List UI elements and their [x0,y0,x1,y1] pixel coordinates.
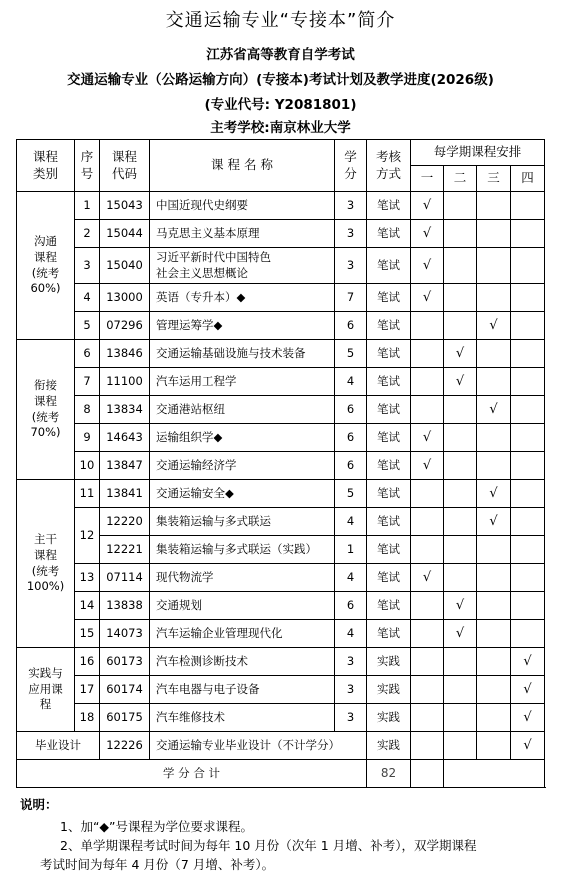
seq-cell: 18 [75,704,100,732]
credit-cell: 1 [335,536,367,564]
total-label: 学 分 合 计 [17,760,367,788]
note-2: 2、单学期课程考试时间为每年 10 月份（次年 1 月增、补考），双学期课程 [60,838,477,853]
course-name-cell: 汽车电器与电子设备 [150,676,335,704]
term-1-cell: √ [411,248,444,284]
seq-cell: 7 [75,368,100,396]
exam-cell: 笔试 [367,452,411,480]
term-1-cell [411,676,444,704]
term-3-cell [477,732,511,760]
exam-cell: 笔试 [367,368,411,396]
term-3-cell [477,620,511,648]
code-cell: 13838 [100,592,150,620]
course-name-cell: 交通运输专业毕业设计（不计学分） [150,732,367,760]
blank-cell [444,760,545,788]
credit-cell: 3 [335,648,367,676]
term-2-cell [444,220,477,248]
table-row [17,648,545,676]
course-name-cell: 交通运输安全◆ [150,480,335,508]
term-3-cell [477,676,511,704]
term-2-cell [444,732,477,760]
term-1-cell: √ [411,424,444,452]
course-name-cell: 马克思主义基本原理 [150,220,335,248]
category-label [17,648,75,732]
header-term-3: 三 [477,166,511,192]
category-label-line: (统考 [31,265,60,280]
category-label-line: (统考 [31,563,60,578]
seq-cell: 2 [75,220,100,248]
term-1-cell [411,704,444,732]
credit-cell: 3 [335,192,367,220]
term-2-cell [444,480,477,508]
credit-cell: 4 [335,620,367,648]
header-exam-line2: 方式 [375,165,401,181]
course-name-cell: 交通规划 [150,592,335,620]
note-2-continued: 考试时间为每年 4 月份（7 月增、补考）。 [40,857,275,872]
category-label-line: 衔接 [34,378,57,393]
term-4-cell [511,220,545,248]
term-1-cell: √ [411,452,444,480]
header-term-4: 四 [511,166,545,192]
term-2-cell: √ [444,620,477,648]
course-plan-table [16,139,545,788]
table-row [17,676,545,704]
header-seq [75,140,100,192]
table-row [17,220,545,248]
category-label-line: 沟通 [34,234,57,249]
exam-cell: 实践 [367,732,411,760]
table-row [17,248,545,284]
term-3-cell: √ [477,312,511,340]
credit-cell: 6 [335,396,367,424]
term-2-cell: √ [444,340,477,368]
code-cell: 12220 [100,508,150,536]
code-cell: 60173 [100,648,150,676]
thesis-row [17,732,545,760]
category-label-line: 课程 [34,547,57,562]
table-row [17,508,545,536]
seq-cell: 11 [75,480,100,508]
credit-cell: 3 [335,676,367,704]
term-3-cell [477,220,511,248]
term-1-cell [411,620,444,648]
category-label [17,340,75,480]
term-3-cell [477,648,511,676]
credit-cell: 5 [335,480,367,508]
course-name-cell: 现代物流学 [150,564,335,592]
category-label-line: 实践与 [28,666,63,681]
exam-cell: 笔试 [367,424,411,452]
term-4-cell [511,340,545,368]
course-name-cell [150,248,335,284]
major-code: (专业代号: Y2081801) [204,97,357,113]
thesis-label: 毕业设计 [17,732,100,760]
header-exam-line1: 考核 [375,148,401,164]
term-2-cell [444,452,477,480]
seq-cell: 3 [75,248,100,284]
term-2-cell [444,424,477,452]
exam-cell: 笔试 [367,340,411,368]
term-3-cell [477,248,511,284]
term-4-cell [511,192,545,220]
term-3-cell [477,564,511,592]
term-2-cell [444,676,477,704]
seq-cell: 15 [75,620,100,648]
course-name-cell: 汽车运用工程学 [150,368,335,396]
term-1-cell [411,480,444,508]
term-1-cell [411,732,444,760]
seq-cell: 5 [75,312,100,340]
term-2-cell [444,536,477,564]
credit-cell: 6 [335,452,367,480]
note-1: 1、加“◆”号课程为学位要求课程。 [60,819,254,834]
term-4-cell: √ [511,676,545,704]
category-label-line: (统考 [31,409,60,424]
term-2-cell [444,248,477,284]
term-4-cell [511,368,545,396]
header-seq-line2: 号 [80,165,94,181]
header-credit-line1: 学 [344,148,357,164]
seq-cell: 10 [75,452,100,480]
credit-cell: 3 [335,704,367,732]
term-2-cell [444,192,477,220]
header-term-2: 二 [444,166,477,192]
seq-cell: 4 [75,284,100,312]
header-code [100,140,150,192]
term-1-cell [411,648,444,676]
code-cell: 14643 [100,424,150,452]
term-4-cell [511,564,545,592]
code-cell: 07296 [100,312,150,340]
course-name-cell: 汽车维修技术 [150,704,335,732]
code-cell: 13834 [100,396,150,424]
category-label-line: 60%) [30,281,61,296]
header-credit-line2: 分 [344,165,357,181]
header-category [17,140,75,192]
code-cell: 15040 [100,248,150,284]
term-4-cell [511,396,545,424]
term-1-cell [411,508,444,536]
term-4-cell [511,312,545,340]
course-name-cell: 管理运筹学◆ [150,312,335,340]
seq-cell: 16 [75,648,100,676]
seq-cell: 9 [75,424,100,452]
table-row [17,340,545,368]
term-4-cell [511,480,545,508]
term-2-cell: √ [444,592,477,620]
header-code-line2: 代码 [111,165,137,181]
term-1-cell [411,592,444,620]
exam-cell: 笔试 [367,396,411,424]
category-label-line: 100%) [26,579,65,594]
term-2-cell [444,312,477,340]
exam-cell: 笔试 [367,620,411,648]
table-row [17,592,545,620]
table-row [17,396,545,424]
host-school: 主考学校:南京林业大学 [210,120,351,136]
code-cell: 13847 [100,452,150,480]
table-body [17,140,545,788]
header-row [17,140,545,166]
term-1-cell [411,312,444,340]
term-4-cell [511,508,545,536]
term-4-cell: √ [511,732,545,760]
credit-cell: 5 [335,340,367,368]
course-name-cell: 中国近现代史纲要 [150,192,335,220]
term-3-cell: √ [477,508,511,536]
blank-cell [411,760,444,788]
term-3-cell [477,368,511,396]
term-3-cell [477,424,511,452]
credit-cell: 4 [335,368,367,396]
term-3-cell [477,192,511,220]
term-4-cell: √ [511,704,545,732]
course-name-cell: 汽车运输企业管理现代化 [150,620,335,648]
code-cell: 07114 [100,564,150,592]
category-label [17,192,75,340]
header-credit [335,140,367,192]
notes-heading: 说明： [20,797,58,812]
exam-cell: 笔试 [367,192,411,220]
exam-cell: 笔试 [367,536,411,564]
plan-title: 交通运输专业（公路运输方向）(专接本)考试计划及教学进度(2026级) [67,72,494,88]
page-title: 交通运输专业“专接本”简介 [165,10,396,31]
term-3-cell [477,284,511,312]
table-row [17,312,545,340]
term-3-cell [477,536,511,564]
course-name-cell: 交通运输基础设施与技术装备 [150,340,335,368]
term-4-cell [511,452,545,480]
header-code-line1: 课程 [111,148,137,164]
term-1-cell: √ [411,192,444,220]
header-name: 课 程 名 称 [150,140,335,192]
term-2-cell: √ [444,368,477,396]
term-2-cell [444,284,477,312]
notes [20,795,550,874]
code-cell: 14073 [100,620,150,648]
total-value: 82 [367,760,411,788]
exam-cell: 实践 [367,676,411,704]
exam-cell: 笔试 [367,592,411,620]
term-3-cell [477,452,511,480]
term-2-cell [444,564,477,592]
category-label-line: 课程 [34,393,57,408]
table-row [17,284,545,312]
exam-title: 江苏省高等教育自学考试 [206,47,355,63]
term-1-cell [411,340,444,368]
exam-cell: 笔试 [367,480,411,508]
exam-cell: 笔试 [367,312,411,340]
term-2-cell [444,648,477,676]
category-label-line: 70%) [30,425,61,440]
course-name-cell: 集装箱运输与多式联运（实践） [150,536,335,564]
exam-cell: 笔试 [367,508,411,536]
term-2-cell [444,704,477,732]
header-category-line2: 类别 [32,165,58,181]
term-4-cell [511,248,545,284]
credit-cell: 6 [335,424,367,452]
credit-cell: 6 [335,312,367,340]
term-3-cell [477,704,511,732]
exam-cell: 笔试 [367,564,411,592]
term-3-cell [477,592,511,620]
term-2-cell [444,508,477,536]
term-4-cell: √ [511,648,545,676]
code-cell: 12221 [100,536,150,564]
credit-cell: 3 [335,248,367,284]
credit-cell: 4 [335,564,367,592]
course-name-cell: 运输组织学◆ [150,424,335,452]
term-4-cell [511,536,545,564]
code-cell: 11100 [100,368,150,396]
header-exam [367,140,411,192]
credit-cell: 7 [335,284,367,312]
header-category-line1: 课程 [32,148,58,164]
term-1-cell: √ [411,284,444,312]
header-schedule: 每学期课程安排 [411,140,545,166]
term-4-cell [511,284,545,312]
table-row [17,704,545,732]
table-row [17,564,545,592]
seq-cell: 12 [75,508,100,564]
term-4-cell [511,424,545,452]
term-1-cell [411,396,444,424]
seq-cell: 6 [75,340,100,368]
code-cell: 60174 [100,676,150,704]
term-1-cell [411,536,444,564]
header-term-1: 一 [411,166,444,192]
credit-cell: 6 [335,592,367,620]
term-3-cell: √ [477,396,511,424]
exam-cell: 笔试 [367,220,411,248]
exam-cell: 实践 [367,704,411,732]
category-label [17,480,75,648]
header-seq-line1: 序 [80,148,94,164]
course-name-cell: 交通港站枢纽 [150,396,335,424]
term-1-cell: √ [411,220,444,248]
term-1-cell [411,368,444,396]
exam-cell: 实践 [367,648,411,676]
credit-cell: 4 [335,508,367,536]
course-name-cell: 交通运输经济学 [150,452,335,480]
table-row [17,620,545,648]
code-cell: 13841 [100,480,150,508]
code-cell: 15043 [100,192,150,220]
course-name-cell: 汽车检测诊断技术 [150,648,335,676]
category-label-line: 主干 [34,532,57,547]
course-name-line2: 社会主义思想概论 [156,265,248,280]
course-name-cell: 集装箱运输与多式联运 [150,508,335,536]
seq-cell: 14 [75,592,100,620]
category-label-line: 程 [39,697,52,712]
table-row [17,424,545,452]
exam-cell: 笔试 [367,248,411,284]
code-cell: 60175 [100,704,150,732]
credit-cell: 3 [335,220,367,248]
category-label-line: 应用课 [28,681,63,696]
seq-cell: 17 [75,676,100,704]
course-name-line1: 习近平新时代中国特色 [156,249,271,264]
term-3-cell [477,340,511,368]
term-1-cell: √ [411,564,444,592]
category-label-line: 课程 [34,249,57,264]
table-row [17,452,545,480]
code-cell: 13000 [100,284,150,312]
term-3-cell: √ [477,480,511,508]
course-name-cell: 英语（专升本）◆ [150,284,335,312]
total-row [17,760,545,788]
exam-cell: 笔试 [367,284,411,312]
term-4-cell [511,620,545,648]
code-cell: 15044 [100,220,150,248]
seq-cell: 13 [75,564,100,592]
seq-cell: 1 [75,192,100,220]
term-4-cell [511,592,545,620]
table-row [17,480,545,508]
seq-cell: 8 [75,396,100,424]
code-cell: 12226 [100,732,150,760]
table-row [17,368,545,396]
term-2-cell [444,396,477,424]
code-cell: 13846 [100,340,150,368]
table-row [17,192,545,220]
